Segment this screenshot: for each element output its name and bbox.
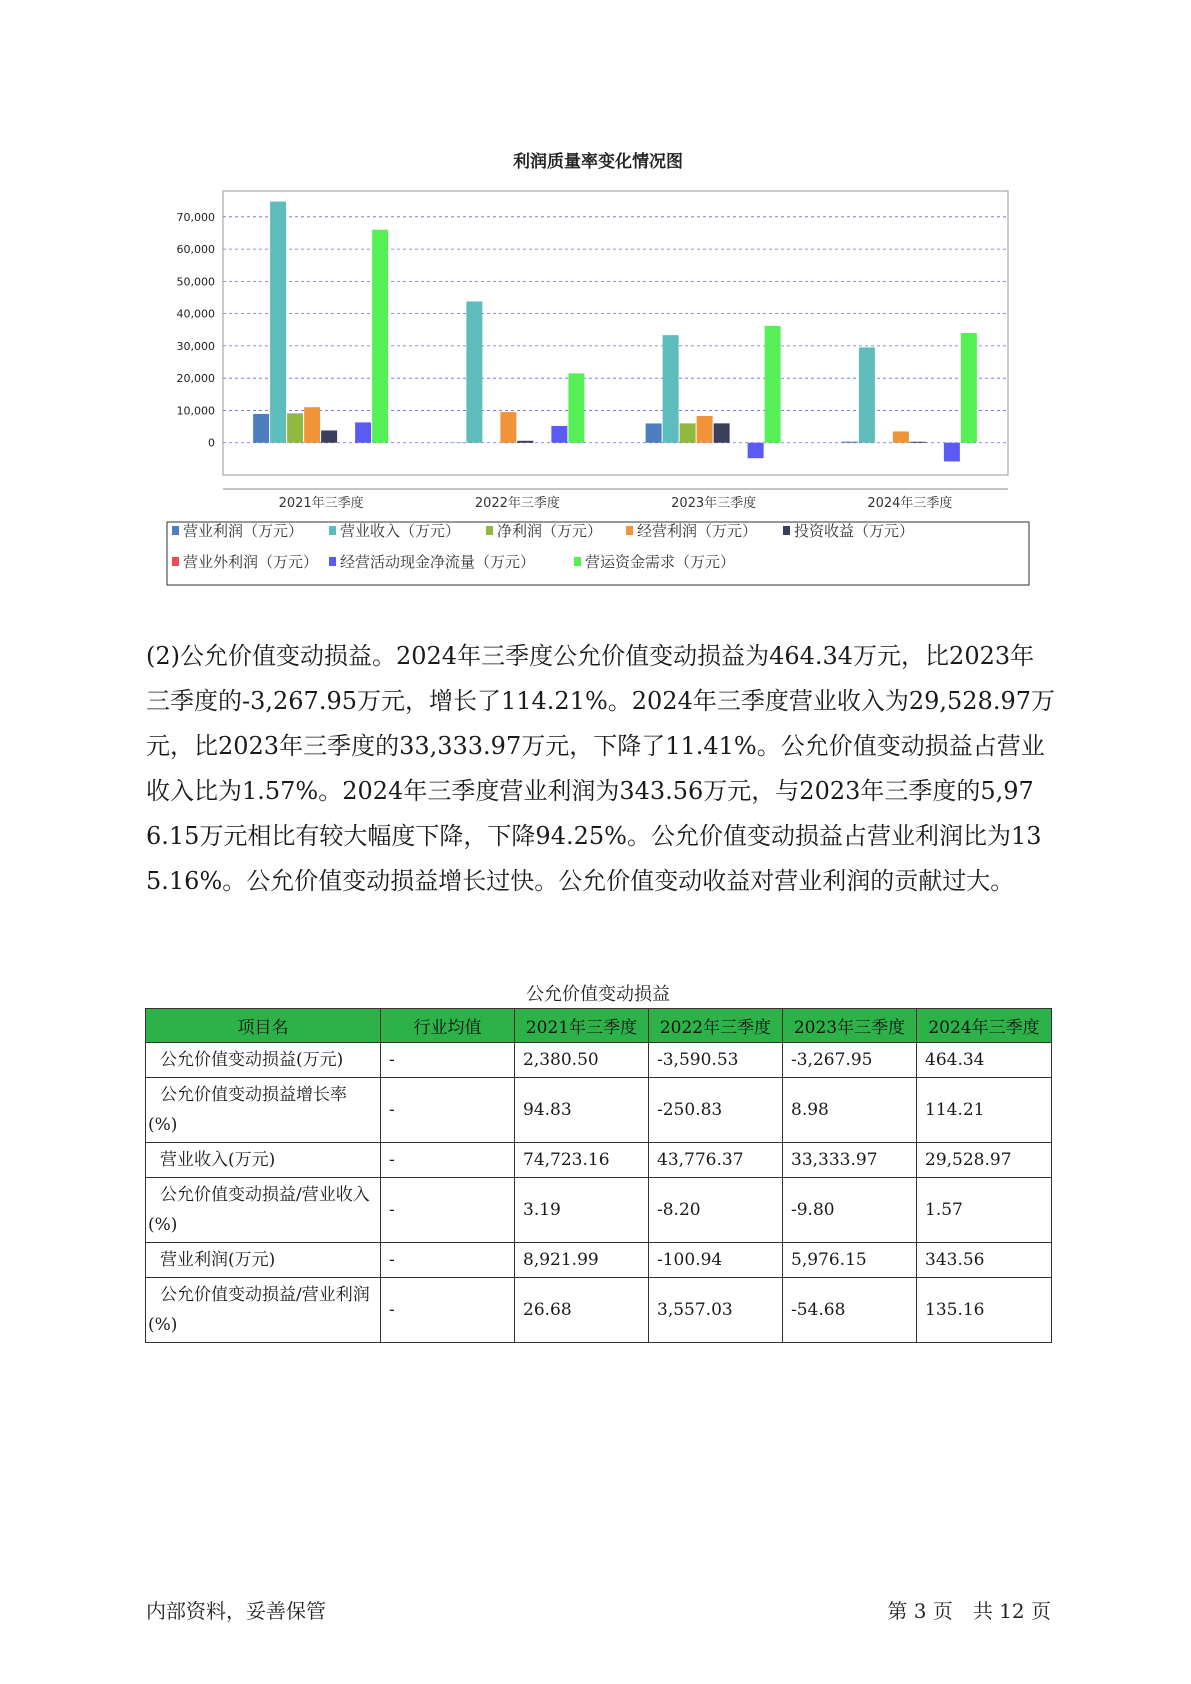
row-2024: 1.57 — [917, 1178, 1052, 1243]
legend-swatch — [329, 557, 336, 566]
row-item: 营业利润(万元) — [146, 1243, 381, 1278]
legend-swatch — [574, 557, 581, 566]
bar — [893, 431, 909, 442]
bar — [910, 442, 926, 443]
legend-label: 经营利润（万元） — [637, 522, 758, 540]
legend-swatch — [486, 526, 493, 535]
x-tick-label: 2022年三季度 — [474, 496, 560, 511]
row-item: 公允价值变动损益(万元) — [146, 1043, 381, 1078]
table-row — [146, 1278, 1052, 1343]
row-item: 公允价值变动损益增长率(%) — [146, 1078, 381, 1143]
bar — [748, 443, 764, 458]
row-2021: 2,380.50 — [515, 1043, 649, 1078]
bar — [663, 335, 679, 443]
header-item: 项目名 — [146, 1009, 381, 1043]
y-tick-label: 50,000 — [176, 275, 215, 289]
y-tick-label: 10,000 — [176, 404, 215, 418]
table-row — [146, 1243, 1052, 1278]
row-2024: 114.21 — [917, 1078, 1052, 1143]
row-avg: - — [381, 1078, 515, 1143]
row-avg: - — [381, 1278, 515, 1343]
row-2023: -3,267.95 — [783, 1043, 917, 1078]
row-2023: 33,333.97 — [783, 1143, 917, 1178]
row-2023: -9.80 — [783, 1178, 917, 1243]
row-2021: 94.83 — [515, 1078, 649, 1143]
bar — [304, 407, 320, 443]
y-tick-label: 40,000 — [176, 307, 215, 321]
row-2023: -54.68 — [783, 1278, 917, 1343]
row-2022: -100.94 — [649, 1243, 783, 1278]
y-axis — [177, 211, 216, 450]
header-2024q3: 2024年三季度 — [917, 1009, 1052, 1043]
bar — [355, 422, 371, 442]
legend-swatch — [783, 526, 790, 535]
legend-swatch — [172, 526, 179, 535]
legend-label: 净利润（万元） — [497, 522, 603, 540]
x-tick-label: 2021年三季度 — [278, 496, 364, 511]
row-2021: 8,921.99 — [515, 1243, 649, 1278]
row-avg: - — [381, 1143, 515, 1178]
x-axis — [223, 489, 1008, 511]
bar — [961, 333, 977, 443]
bar — [270, 202, 286, 443]
table-row — [146, 1078, 1052, 1143]
plot-area — [223, 191, 1008, 475]
row-item: 营业收入(万元) — [146, 1143, 381, 1178]
row-2024: 343.56 — [917, 1243, 1052, 1278]
row-2022: 43,776.37 — [649, 1143, 783, 1178]
row-2021: 3.19 — [515, 1178, 649, 1243]
bar — [517, 441, 533, 443]
row-item: 公允价值变动损益/营业收入(%) — [146, 1178, 381, 1243]
chart-title: 利润质量率变化情况图 — [513, 152, 683, 172]
y-tick-label: 30,000 — [176, 339, 215, 353]
row-2022: 3,557.03 — [649, 1278, 783, 1343]
bar — [842, 442, 858, 443]
row-2024: 29,528.97 — [917, 1143, 1052, 1178]
legend-swatch — [172, 557, 179, 566]
footer-note: 内部资料，妥善保管 — [146, 1599, 326, 1623]
header-2022q3: 2022年三季度 — [649, 1009, 783, 1043]
table-row — [146, 1178, 1052, 1243]
bar — [568, 373, 584, 442]
row-2021: 26.68 — [515, 1278, 649, 1343]
legend-swatch — [626, 526, 633, 535]
row-2022: -250.83 — [649, 1078, 783, 1143]
x-tick-label: 2023年三季度 — [671, 496, 757, 511]
table-caption: 公允价值变动损益 — [526, 984, 670, 1005]
bar — [253, 414, 269, 443]
header-industry-avg: 行业均值 — [381, 1009, 515, 1043]
row-2024: 464.34 — [917, 1043, 1052, 1078]
legend-swatch — [329, 526, 336, 535]
bar — [321, 430, 337, 442]
chart — [0, 0, 1191, 600]
row-2023: 5,976.15 — [783, 1243, 917, 1278]
table-header-row — [146, 1009, 1052, 1043]
bar — [646, 423, 662, 442]
legend-label: 营业利润（万元） — [183, 522, 304, 540]
row-item: 公允价值变动损益/营业利润(%) — [146, 1278, 381, 1343]
table-row — [146, 1143, 1052, 1178]
bar — [680, 423, 696, 442]
y-tick-label: 0 — [208, 436, 215, 450]
analysis-paragraph: (2)公允价值变动损益。2024年三季度公允价值变动损益为464.34万元，比2023年三季度的-3,267.95万元，增长了114.21%。2024年三季度营业收入为29,528.97万元，比2023年三季度的33,333.97万元，下降了11.41%。公允价值变动损益占营业收入比为1.57%。2024年三季度营业利润为343.56万元，与2023年三季度的5,976.15万元相比有较大幅度下降，下降94.25%。公允价值变动损益占营业利润比为135.16%。公允价值变动损益增长过快。公允价值变动收益对营业利润的贡献过大。 — [146, 642, 1055, 895]
row-2023: 8.98 — [783, 1078, 917, 1143]
y-tick-label: 20,000 — [176, 372, 215, 386]
legend-label: 营业外利润（万元） — [183, 553, 319, 571]
header-2023q3: 2023年三季度 — [783, 1009, 917, 1043]
legend-label: 营运资金需求（万元） — [585, 553, 736, 571]
bar — [287, 413, 303, 442]
bar — [697, 416, 713, 443]
legend-label: 经营活动现金净流量（万元） — [340, 553, 536, 571]
row-2021: 74,723.16 — [515, 1143, 649, 1178]
row-avg: - — [381, 1043, 515, 1078]
row-2024: 135.16 — [917, 1278, 1052, 1343]
row-avg: - — [381, 1243, 515, 1278]
bar — [466, 301, 482, 442]
header-2021q3: 2021年三季度 — [515, 1009, 649, 1043]
bar — [372, 230, 388, 443]
x-tick-label: 2024年三季度 — [867, 496, 953, 511]
bar — [944, 443, 960, 462]
page-number: 第 3 页 共 12 页 — [887, 1599, 1051, 1623]
legend — [172, 522, 914, 571]
bar — [859, 347, 875, 442]
legend-label: 投资收益（万元） — [794, 522, 915, 540]
bar — [500, 412, 516, 443]
bar — [551, 426, 567, 443]
row-2022: -8.20 — [649, 1178, 783, 1243]
legend-label: 营业收入（万元） — [340, 522, 461, 540]
table-row — [146, 1043, 1052, 1078]
bar — [714, 423, 730, 442]
row-avg: - — [381, 1178, 515, 1243]
y-tick-label: 70,000 — [176, 210, 215, 224]
row-2022: -3,590.53 — [649, 1043, 783, 1078]
fair-value-table — [145, 1008, 1052, 1343]
bar — [765, 326, 781, 443]
y-tick-label: 60,000 — [176, 243, 215, 257]
